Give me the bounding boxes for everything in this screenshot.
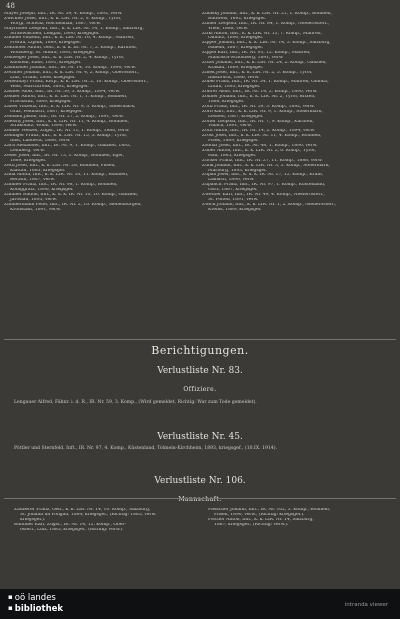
- section-title-verlustliste-45: Verlustliste Nr. 45.: [157, 432, 243, 442]
- list-entry-line: Zima Anton, Inft., k. k. LIR. Nr. 10, 11. Komp., Böhmen,: [4, 173, 129, 178]
- list-entry-line: Zaisel Vinzenz, Inft., k. k. LIR. Nr. 9, 3. Komp., Steiermark,: [4, 104, 136, 109]
- list-entry-line: Marburg, 1893, kriegsgef.: [208, 168, 267, 173]
- list-entry-line: Budweis, 1892, kriegsgef.: [208, 16, 266, 21]
- list-entry-line: Zaunbauer Johann, Inft., IR. Nr. 14, 10. Komp., 1890, verw.: [4, 65, 136, 70]
- list-entry-line: St. Johann im Pongau, 1884, kriegsgef., (Richtig: 1885, verw.: [20, 512, 157, 517]
- divider: [4, 339, 396, 340]
- correction-left-column: [14, 508, 200, 532]
- list-entry-line: Zupan Josef, Inft., k. u. k. IR. Nr. 17, 12. Komp., Krain,: [202, 173, 323, 178]
- list-entry-line: Zinner Leopold, Inft., IR. Nr. 84, 1. Komp., Niederösterr.,: [202, 21, 330, 26]
- correction-entry-83: Lengauer Alfred, Fähnr. i. d. R., IR. Nr. 59, 3. Komp., (Wird gemeldet, Richtig: War zum Tode gemeldet).: [14, 400, 257, 405]
- list-entry-line: Littau, 1893, kriegsgef.: [208, 85, 261, 90]
- list-entry-line: Wien, 1888, verw.: [208, 26, 248, 31]
- list-entry-line: Klattau, 1885, kriegsgef.: [10, 168, 66, 173]
- list-entry-line: Zimmer Rudolf, Inft., k. u. k. IR. Nr. 10, 10. Komp., Galizien,: [4, 192, 138, 197]
- list-entry-line: Zenker Wenzel, Zugsf., IR. Nr. 11, 1. Komp., 1888, verw.: [4, 129, 130, 134]
- logo-line-1: oö landes: [14, 593, 56, 603]
- list-entry-line: Pilsen, 1890, verw., (Richtig: kriegsgef.).: [214, 512, 305, 517]
- list-entry-line: Imst, Landeck, 1886, verw.: [10, 139, 71, 144]
- list-entry-line: Linz, Urfahr, 1888, kriegsgef.: [10, 75, 76, 80]
- page-number: 48: [6, 2, 15, 10]
- section-title-verlustliste-106: Verlustliste Nr. 106.: [154, 476, 246, 486]
- list-entry-line: kriegsgef.).: [20, 517, 46, 522]
- list-entry-line: Zettl Josef, Inft., k. k. LIR. Nr. 28, Böhmen, Pilsen,: [4, 163, 116, 168]
- list-entry-line: Zellweger Josef, Inft., k. k. LIR. Nr. 2, 4. Komp., Tyrol,: [4, 56, 125, 61]
- list-entry-line: Zöttl Franz, Inft., IR. Nr. 59, 3. Komp., 1892, verw.: [202, 104, 315, 109]
- list-entry-line: 1889, kriegsgef.: [10, 158, 47, 163]
- list-entry-line: Zimmer Franz, Inft., IR. Nr. 98, 1. Komp., Böhmen,: [4, 183, 118, 188]
- right-column: [202, 12, 396, 334]
- list-entry-line: Zippel Karl, Inft., IR. Nr. 93, 12. Komp., Mähren,: [202, 51, 311, 56]
- library-logo[interactable]: [8, 592, 63, 614]
- list-entry-line: Zsohar Josef, Inft., IR. Nr. 48, 1. Komp., 1890, verw.: [202, 144, 318, 149]
- list-entry-line: Zauner Alois, Inft., IR. Nr. 59, 3. Komp., 1894, verw.: [4, 90, 120, 95]
- list-entry-line: Zelezny Josef, Inft., k. k. LIR. Nr. 11, 4. Komp., Böhmen,: [4, 119, 129, 124]
- list-entry-line: Prerau, Lipnik, 1889, kriegsgef.: [10, 41, 81, 46]
- casualty-columns: [4, 12, 396, 334]
- section-title-berichtigungen: Berichtigungen.: [151, 344, 249, 357]
- list-entry-line: Zobel Franz, Inft., IR. Nr. 54, 1. Komp., Mähren, Olmütz,: [202, 80, 329, 85]
- label-offiziere: Offiziere.: [183, 386, 217, 393]
- list-entry-line: Zmek Josef, Inft., k. k. LIR. Nr. 2, 5. Komp., Tyrol,: [202, 70, 313, 75]
- list-entry-line: Zimmel Vinzenz, Inft., k. k. LIR. Nr. 16, 4. Komp., Mähren,: [4, 36, 135, 41]
- list-entry-line: Strakonitz, Wolin, 1890, verw.: [10, 124, 78, 129]
- list-entry-line: Zitter Johann, Inft., k. k. LIR. Nr. 24, 2. Komp., Galizien,: [202, 60, 327, 65]
- viewer-footer: [0, 589, 400, 619]
- list-entry-line: Mayer Joseph, Inft., IR. Nr. 59, 4. Komp., 1892, verw.: [4, 12, 123, 16]
- list-entry-line: Zottl Anton, Inft., IR. Nr. 14, 2. Komp., 1894, verw.: [202, 129, 315, 134]
- list-entry-line: Zauberer Franz, Gefr., k. k. LIR. Nr. 14, 10. Komp., Salzburg,: [14, 508, 151, 512]
- list-entry-line: Zeder Josef, Inft., IR. Nr. 73, 1. Komp., Böhmen, Eger,: [4, 153, 124, 158]
- list-entry-line: Zwettler Karl, Inft., IR. Nr. 49, 4. Komp., Niederösterr.,: [202, 192, 325, 197]
- list-entry-line: Zehetmayr Franz, Korp., k. k. LIR. Nr. 2, 10. Komp., Oberösterr.,: [4, 80, 149, 85]
- list-entry-line: Zupančič Franz, Inft., IR. Nr. 97, 1. Komp., Küstenland,: [202, 183, 326, 188]
- list-entry-line: Graz, Feldbach, 1887, kriegsgef.: [10, 109, 83, 114]
- list-entry-line: Zeitlhofer Anton, Gefr., k. u. k. IR. Nr. 7, 2. Komp., Kärnten,: [4, 46, 137, 51]
- list-entry-line: 1888, kriegsgef.: [208, 100, 245, 105]
- list-entry-line: Zorn Karl, Inft., k. k. LIR. Nr. 9, 1. Komp., Steiermark,: [202, 109, 323, 114]
- list-entry-line: Zöllner Johann, Inft., k. k. LIR. Nr. 2, Tyrol, Brixen,: [202, 95, 316, 100]
- list-entry-line: Zipper Johann, Inft., k. k. LIR. Nr. 14, 3. Komp., Salzburg,: [202, 41, 331, 46]
- list-entry-line: Kufstein, Ebbs, 1891, kriegsgef.: [10, 60, 82, 65]
- list-entry-line: Kronstadt, 1891, verw.: [10, 207, 61, 212]
- list-entry-line: Königgrätz, 1890, kriegsgef.: [10, 188, 74, 193]
- list-entry-line: Zwick Johann, Inft., k. k. LIR. Nr. 1, 2. Komp., Niederösterr.,: [202, 202, 337, 207]
- correction-columns: [14, 508, 394, 588]
- list-entry-line: Bulhmer Karl, Zugsf., IR. Nr. 14, 12. Komp., Ober-: [14, 522, 126, 527]
- list-entry-line: Zöhrer Alois, Inft., IR. Nr. 14, 2. Komp., 1890, verw.: [202, 90, 318, 95]
- list-entry-line: Hall, 1885, kriegsgef.: [208, 153, 257, 158]
- list-entry-line: Krakau, 1889, kriegsgef.: [208, 65, 264, 70]
- list-entry-line: Zirkl Anton, Inft., k. k. LIR. Nr. 13, 7. Komp., Mähren,: [202, 31, 322, 36]
- list-entry-line: Zwickler Josef, Inft., k. k. LIR. Nr. 2, 9. Komp., Tyrol,: [4, 16, 122, 21]
- list-entry-line: Wels, Marchtrenk, 1892, kriegsgef.: [10, 85, 89, 90]
- list-entry-line: Zotter Leopold, Inft., IR. Nr. 7, 9. Komp., Kärnten,: [202, 119, 314, 124]
- correction-right-column: [208, 508, 394, 528]
- list-entry-line: Prachatitz, 1889, kriegsgef.: [10, 100, 72, 105]
- list-entry-line: Zunk Johann, Inft., k. k. LIR. Nr. 3, 3. Komp., Steiermark,: [202, 163, 330, 168]
- list-entry-line: Olmütz, 1890, kriegsgef.: [208, 36, 264, 41]
- list-entry-line: 1887, kriegsgef., (Richtig: verw.).: [214, 522, 289, 527]
- list-entry-line: Beraun, 1887, verw.: [10, 178, 55, 183]
- square-mark-icon: ▪: [8, 604, 13, 612]
- list-entry-line: Zechner Johann, Inft., k. k. LIR. Nr. 4, 2. Komp., Oberösterr.,: [4, 70, 140, 75]
- divider: [4, 498, 396, 499]
- list-entry-line: Wörgl, Schwaz, Reichenhall, 1887, verw.: [10, 21, 101, 26]
- list-entry-line: St. Pölten, 1891, verw.: [208, 197, 259, 202]
- list-entry-line: Zimmermann Peter, Inft., IR. Nr. 2, 10. Komp., Siebenbürgen,: [4, 202, 142, 207]
- section-title-verlustliste-83: Verlustliste Nr. 83.: [157, 366, 243, 376]
- logo-line-2: bibliothek: [14, 604, 64, 614]
- list-entry-line: Fleischer Johann, Inft., IR. Nr. 102, 3. Komp., Böhmen,: [208, 508, 331, 512]
- list-entry-line: Zuber Anton, Inft., k. k. LIR. Nr. 2, 6. Komp., Tyrol,: [202, 148, 316, 153]
- correction-entry-45: Pöttler und Sternfeld, Inft., IR. Nr. 97, 4. Komp., Küstenland, Tolmein-Kirchheim, 1893, kriegsgef., (10.IX. 1914).: [14, 446, 277, 451]
- list-entry-line: Lemberg, verw.: [10, 148, 45, 153]
- list-entry-line: Pisek, 1889, kriegsgef.: [208, 139, 259, 144]
- list-entry-line: Zach Alexander, Inft., IR. Nr. 9, 1. Komp., Galizien, 1892,: [4, 144, 132, 149]
- list-entry-line: österr., Linz, 1885, kriegsgef., (Richtig: verw.).: [20, 527, 124, 532]
- list-entry-line: Fischer Anton, Inft., k. k. LIR. Nr. 14, Salzburg,: [208, 517, 314, 522]
- list-entry-line: Leoben, 1887, kriegsgef.: [208, 114, 264, 119]
- viewer-label: intranda viewer: [344, 602, 388, 608]
- list-entry-line: Innsbruck, 1886, verw.: [208, 75, 260, 80]
- square-mark-icon: ▪: [8, 593, 13, 601]
- label-mannschaft: Mannschaft.: [178, 496, 222, 503]
- left-column: [4, 12, 198, 334]
- list-entry-line: Zeilinger Franz, Inft., k. k. LIR. Nr. 15, 3. Komp., Tyrol,: [4, 134, 128, 139]
- list-entry-line: Hallein, 1887, kriegsgef.: [208, 46, 263, 51]
- list-entry-line: Villach, 1891, verw.: [208, 124, 252, 129]
- list-entry-line: Wolfsberg, St. Andrä, 1893, kriegsgef.: [10, 51, 96, 56]
- list-entry-line: Zucker Franz, Inft., IR. Nr. 27, 11. Komp., 1888, verw.: [202, 158, 323, 163]
- list-entry-line: Straßwalchen, Lengau, 1890, kriegsgef.: [10, 31, 100, 36]
- list-entry-line: Zilinsky Johann, Inft., k. k. LIR. Nr. 21, 1. Komp., Böhmen,: [202, 12, 332, 16]
- list-entry-line: Laibach, 1890, verw.: [208, 178, 255, 183]
- list-entry-line: Görz, 1887, kriegsgef.: [208, 188, 258, 193]
- list-entry-line: Zrost Josef, Inft., k. k. LIR. Nr. 11, 4. Komp., Böhmen,: [202, 134, 322, 139]
- list-entry-line: Jaroslau, 1893, verw.: [10, 197, 57, 202]
- list-entry-line: Zeidler Anton, Inft., k. k. LIR. Nr. 1, 1. Komp., Böhmen,: [4, 95, 128, 100]
- list-entry-line: Zemann Jakob, Inft., IR. Nr. 27, 2. Komp., 1891, verw.: [4, 114, 124, 119]
- list-entry-line: Krems, 1889, kriegsgef.: [208, 207, 262, 212]
- list-entry-line: Mährisch-Schönberg, 1891, verw.: [208, 56, 284, 61]
- list-entry-line: Mayrhofer Leopold, Inft., k. k. LIR. Nr. 14, 1. Komp., Salzburg,: [4, 26, 144, 31]
